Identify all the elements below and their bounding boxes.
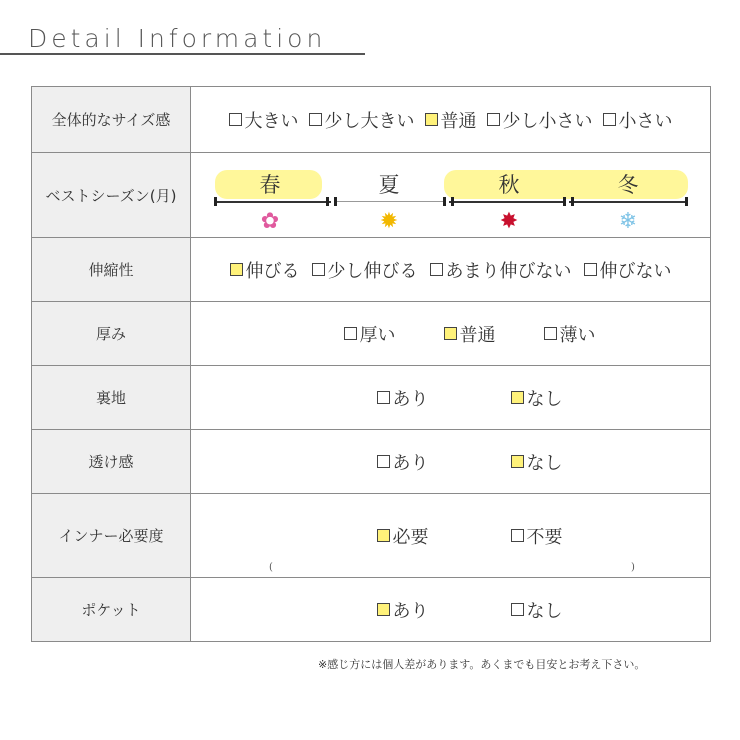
title-underline (0, 53, 365, 55)
row-label-size: 全体的なサイズ感 (32, 87, 191, 153)
table-row (32, 153, 711, 238)
section-title: Detail Information (28, 24, 327, 53)
option-size-large: 大きい (229, 107, 299, 133)
option-pocket-no: なし (511, 597, 563, 623)
maple-leaf-icon: ✸ (499, 209, 519, 234)
season-autumn: 秋 (498, 173, 520, 197)
option-stretch-yes: 伸びる (230, 257, 300, 283)
option-lining-yes: あり (377, 385, 429, 411)
checkbox-icon (511, 603, 524, 616)
checked-box-icon (511, 455, 524, 468)
checked-box-icon (377, 603, 390, 616)
paren-open: ( (269, 562, 273, 573)
row-label-thickness: 厚み (32, 302, 191, 366)
checkbox-icon (229, 113, 242, 126)
option-thickness-normal: 普通 (444, 321, 496, 347)
row-label-stretch: 伸縮性 (32, 238, 191, 302)
table-row (32, 578, 711, 642)
table-row (32, 87, 711, 153)
table-row (32, 238, 711, 302)
checked-box-icon (377, 529, 390, 542)
row-label-pocket: ポケット (32, 578, 191, 642)
season-summer: 夏 (378, 173, 400, 197)
table-row (32, 302, 711, 366)
option-lining-no: なし (511, 385, 563, 411)
snowflake-icon: ❄ (618, 209, 638, 234)
checked-box-icon (425, 113, 438, 126)
row-label-sheerness: 透け感 (32, 430, 191, 494)
checkbox-icon (312, 263, 325, 276)
checked-box-icon (444, 327, 457, 340)
row-label-season: ベストシーズン(月) (32, 153, 191, 238)
checkbox-icon (544, 327, 557, 340)
table-row (32, 430, 711, 494)
option-sheer-yes: あり (377, 449, 429, 475)
option-inner-needed: 必要 (377, 523, 429, 549)
checkbox-icon (511, 529, 524, 542)
cherry-blossom-icon: ✿ (260, 209, 280, 234)
table-row (32, 494, 711, 578)
season-chart (191, 153, 710, 237)
checked-box-icon (230, 263, 243, 276)
checkbox-icon (584, 263, 597, 276)
season-winter: 冬 (617, 173, 639, 197)
option-thin: 薄い (544, 321, 596, 347)
row-label-lining: 裏地 (32, 366, 191, 430)
option-sheer-no: なし (511, 449, 563, 475)
checked-box-icon (511, 391, 524, 404)
option-size-normal: 普通 (425, 107, 477, 133)
sunflower-icon: ✹ (379, 209, 399, 234)
detail-table (31, 86, 711, 642)
checkbox-icon (603, 113, 616, 126)
option-size-slightly-small: 少し小さい (487, 107, 593, 133)
disclaimer-note: ※感じ方には個人差があります。あくまでも目安とお考え下さい。 (318, 658, 646, 671)
option-thick: 厚い (344, 321, 396, 347)
option-inner-unneeded: 不要 (511, 523, 563, 549)
checkbox-icon (377, 455, 390, 468)
checkbox-icon (487, 113, 500, 126)
checkbox-icon (377, 391, 390, 404)
option-pocket-yes: あり (377, 597, 429, 623)
table-row (32, 366, 711, 430)
option-stretch-little: あまり伸びない (430, 257, 572, 283)
option-stretch-no: 伸びない (584, 257, 672, 283)
checkbox-icon (344, 327, 357, 340)
row-label-inner: インナー必要度 (32, 494, 191, 578)
option-size-slightly-large: 少し大きい (309, 107, 415, 133)
checkbox-icon (309, 113, 322, 126)
season-spring: 春 (259, 173, 281, 197)
option-stretch-slight: 少し伸びる (312, 257, 418, 283)
option-size-small: 小さい (603, 107, 673, 133)
checkbox-icon (430, 263, 443, 276)
paren-close: ) (631, 562, 635, 573)
